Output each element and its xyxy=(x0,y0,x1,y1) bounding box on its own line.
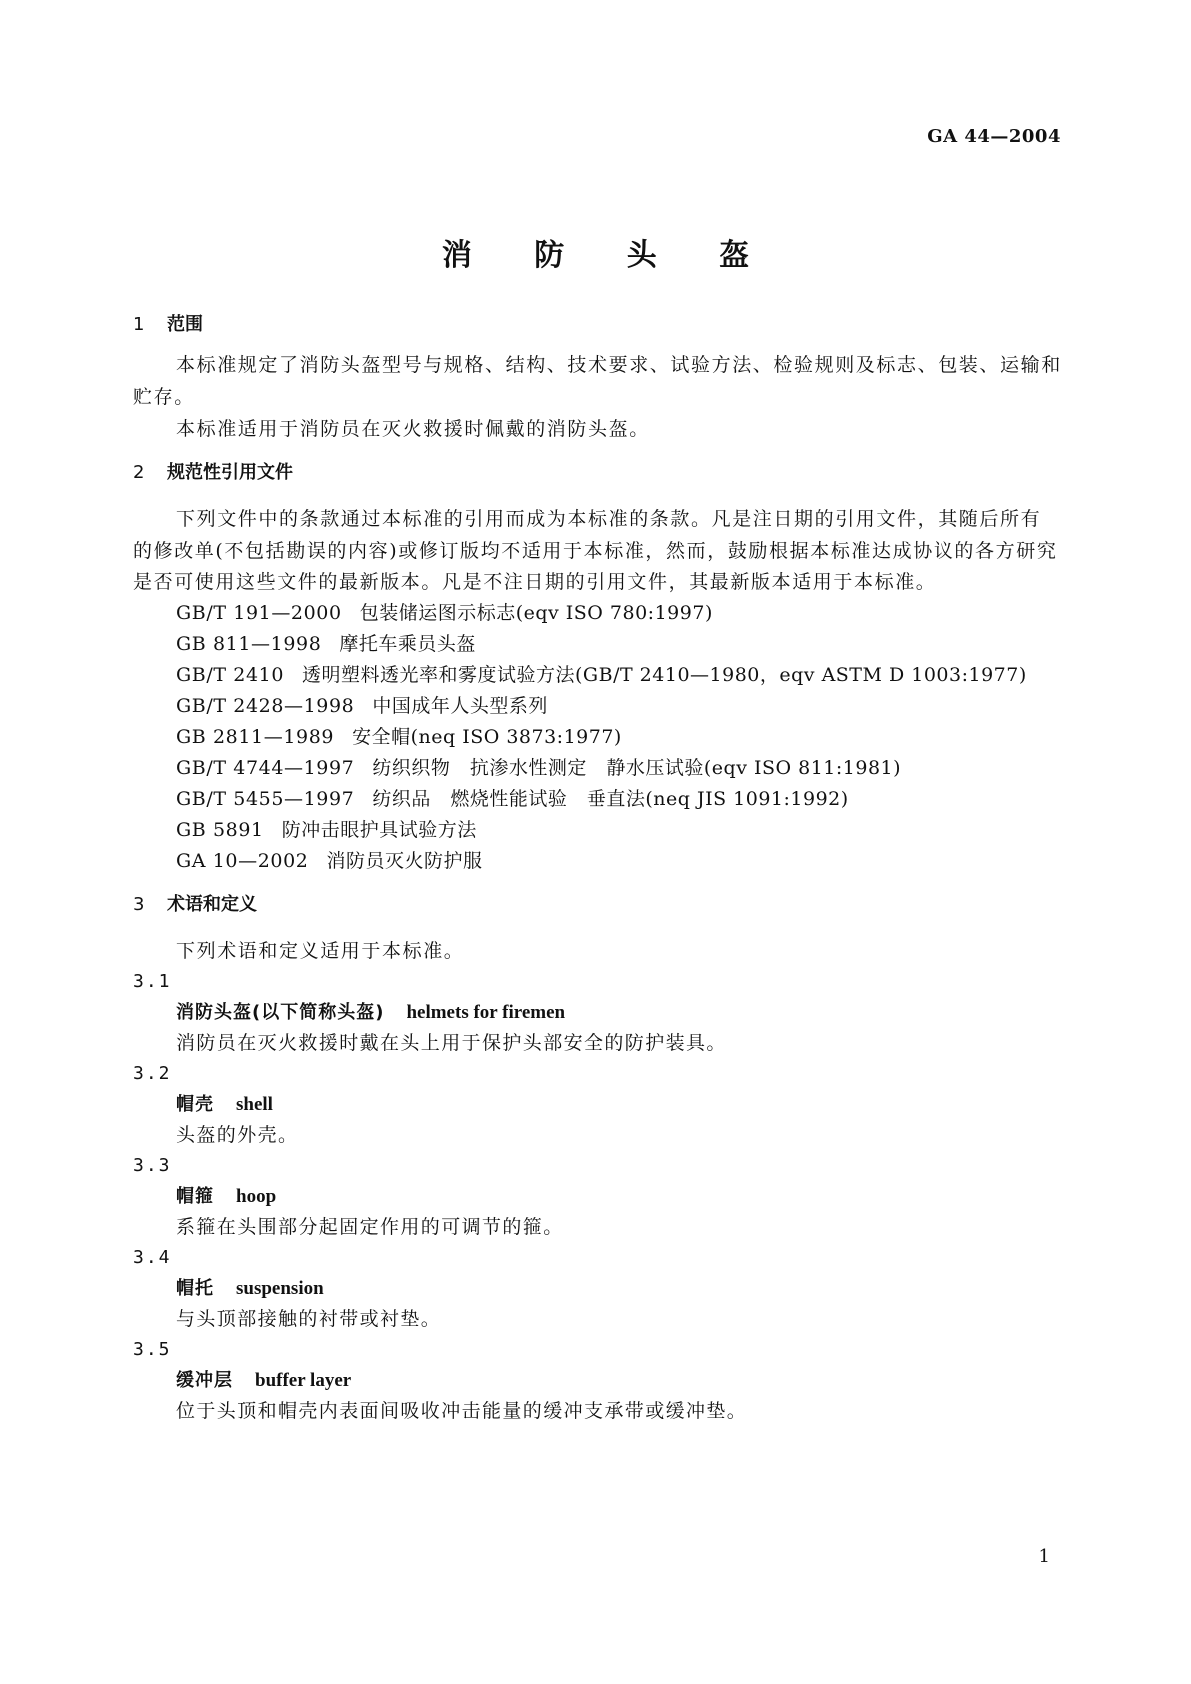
term-number: 3.5 xyxy=(133,1339,172,1360)
section-2-paragraph-1-cont: 是否可使用这些文件的最新版本。凡是不注日期的引用文件，其最新版本适用于本标准。 xyxy=(133,571,937,593)
reference-item xyxy=(176,724,622,750)
section-2-paragraph-1: 下列文件中的条款通过本标准的引用而成为本标准的条款。凡是注日期的引用文件，其随后所有 xyxy=(176,508,1042,530)
term-english: shell xyxy=(236,1094,273,1115)
reference-item xyxy=(176,600,713,626)
term-definition: 头盔的外壳。 xyxy=(176,1124,299,1146)
section-1-paragraph-2: 本标准适用于消防员在灭火救援时佩戴的消防头盔。 xyxy=(176,418,650,440)
section-number: 1 xyxy=(133,314,145,335)
term-english: buffer layer xyxy=(255,1370,352,1391)
term-definition: 位于头顶和帽壳内表面间吸收冲击能量的缓冲支承带或缓冲垫。 xyxy=(176,1400,748,1422)
reference-code: GB/T 4744—1997 xyxy=(176,757,355,779)
term-definition: 系箍在头围部分起固定作用的可调节的箍。 xyxy=(176,1216,564,1238)
term-number: 3.3 xyxy=(133,1155,172,1176)
section-number: 3 xyxy=(133,894,145,915)
term-english: suspension xyxy=(236,1278,324,1299)
section-title: 范围 xyxy=(167,314,203,335)
term-chinese: 帽壳 xyxy=(176,1094,214,1115)
reference-title: 消防员灭火防护服 xyxy=(326,850,483,872)
term-definition: 消防员在灭火救援时戴在头上用于保护头部安全的防护装具。 xyxy=(176,1032,727,1054)
reference-title: 摩托车乘员头盔 xyxy=(339,633,476,655)
reference-code: GB/T 5455—1997 xyxy=(176,788,355,810)
reference-code: GB 5891 xyxy=(176,819,264,841)
section-2-heading xyxy=(133,460,293,486)
reference-title: 包装储运图示标志(eqv ISO 780:1997) xyxy=(359,602,713,624)
term-english: helmets for firemen xyxy=(406,1002,566,1023)
reference-title: 纺织品 燃烧性能试验 垂直法(neq JIS 1091:1992) xyxy=(372,788,849,810)
reference-title: 中国成年人头型系列 xyxy=(372,695,548,717)
term-chinese: 缓冲层 xyxy=(176,1370,233,1391)
section-1-paragraph-1-cont: 贮存。 xyxy=(133,386,195,408)
reference-item xyxy=(176,786,849,812)
term-chinese: 消防头盔(以下简称头盔) xyxy=(176,1002,385,1023)
term-heading xyxy=(176,1000,565,1026)
section-1-paragraph-1: 本标准规定了消防头盔型号与规格、结构、技术要求、试验方法、检验规则及标志、包装、运输和 xyxy=(176,354,1062,376)
term-number: 3.4 xyxy=(133,1247,172,1268)
reference-code: GB 811—1998 xyxy=(176,633,322,655)
reference-code: GA 10—2002 xyxy=(176,850,309,872)
term-chinese: 帽箍 xyxy=(176,1186,214,1207)
term-definition: 与头顶部接触的衬带或衬垫。 xyxy=(176,1308,442,1330)
term-heading xyxy=(176,1092,273,1118)
section-title: 规范性引用文件 xyxy=(167,462,293,483)
term-number: 3.1 xyxy=(133,971,172,992)
reference-title: 安全帽(neq ISO 3873:1977) xyxy=(352,726,622,748)
reference-title: 防冲击眼护具试验方法 xyxy=(281,819,477,841)
section-1-heading xyxy=(133,312,203,338)
reference-item xyxy=(176,755,901,781)
term-heading xyxy=(176,1276,324,1302)
reference-title: 透明塑料透光率和雾度试验方法(GB/T 2410—1980，eqv ASTM D 1003:1977) xyxy=(302,664,1027,686)
reference-item xyxy=(176,662,1027,688)
reference-title: 纺织织物 抗渗水性测定 静水压试验(eqv ISO 811:1981) xyxy=(372,757,902,779)
reference-item xyxy=(176,848,482,874)
term-heading xyxy=(176,1184,276,1210)
reference-code: GB/T 2428—1998 xyxy=(176,695,355,717)
reference-item xyxy=(176,631,476,657)
standard-code: GA 44—2004 xyxy=(927,126,1061,147)
reference-item xyxy=(176,693,548,719)
reference-code: GB/T 191—2000 xyxy=(176,602,342,624)
reference-code: GB 2811—1989 xyxy=(176,726,335,748)
term-heading xyxy=(176,1368,351,1394)
document-title: 消 防 头 盔 xyxy=(441,238,776,273)
term-number: 3.2 xyxy=(133,1063,172,1084)
page-number: 1 xyxy=(1038,1546,1050,1567)
section-number: 2 xyxy=(133,462,145,483)
reference-item xyxy=(176,817,477,843)
section-3-intro: 下列术语和定义适用于本标准。 xyxy=(176,940,465,962)
section-title: 术语和定义 xyxy=(167,894,257,915)
section-2-paragraph-1-cont: 的修改单(不包括勘误的内容)或修订版均不适用于本标准，然而，鼓励根据本标准达成协议的各方研究 xyxy=(133,540,1058,562)
term-english: hoop xyxy=(236,1186,277,1207)
reference-code: GB/T 2410 xyxy=(176,664,285,686)
section-3-heading xyxy=(133,892,257,918)
term-chinese: 帽托 xyxy=(176,1278,214,1299)
